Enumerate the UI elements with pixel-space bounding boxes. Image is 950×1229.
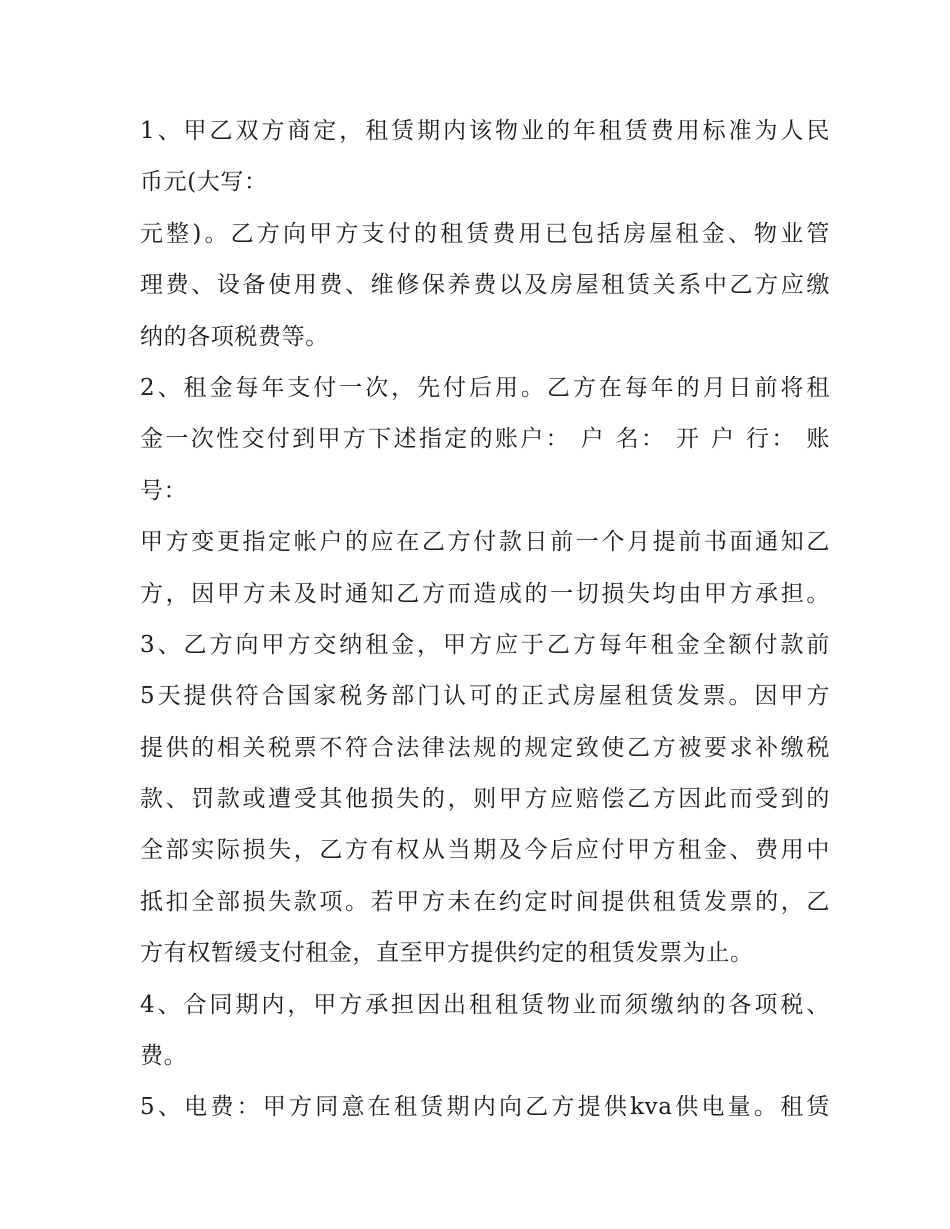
text-line: 元整)。乙方向甲方支付的租赁费用已包括房屋租金、物业管 — [140, 220, 830, 247]
text-line: 方，因甲方未及时通知乙方而造成的一切损失均由甲方承担。 — [140, 580, 830, 607]
text-line: 费。 — [140, 1043, 188, 1070]
text-line: 全部实际损失，乙方有权从当期及今后应付甲方租金、费用中 — [140, 837, 830, 864]
text-line: 纳的各项税费等。 — [140, 323, 329, 350]
text-line: 5、电费：甲方同意在租赁期内向乙方提供kva供电量。租赁 — [140, 1094, 830, 1121]
text-line: 3、乙方向甲方交纳租金，甲方应于乙方每年租金全额付款前 — [140, 631, 830, 658]
text-line: 5天提供符合国家税务部门认可的正式房屋租赁发票。因甲方 — [140, 683, 830, 710]
text-line: 4、合同期内，甲方承担因出租租赁物业而须缴纳的各项税、 — [140, 991, 830, 1018]
text-line: 号： — [140, 477, 188, 504]
text-line: 2、租金每年支付一次，先付后用。乙方在每年的月日前将租 — [140, 374, 830, 401]
text-line: 提供的相关税票不符合法律法规的规定致使乙方被要求补缴税 — [140, 734, 830, 761]
text-line: 金一次性交付到甲方下述指定的账户： 户 名： 开 户 行： 账 — [140, 426, 830, 453]
contract-body-text — [140, 106, 830, 1134]
text-line: 1、甲乙双方商定，租赁期内该物业的年租赁费用标准为人民 — [140, 118, 830, 144]
text-line: 币元(大写： — [140, 169, 268, 196]
text-line: 抵扣全部损失款项。若甲方未在约定时间提供租赁发票的，乙 — [140, 888, 830, 915]
text-line: 款、罚款或遭受其他损失的，则甲方应赔偿乙方因此而受到的 — [140, 786, 830, 813]
text-line: 方有权暂缓支付租金，直至甲方提供约定的租赁发票为止。 — [140, 940, 754, 967]
text-line: 甲方变更指定帐户的应在乙方付款日前一个月提前书面通知乙 — [140, 529, 830, 556]
text-line: 理费、设备使用费、维修保养费以及房屋租赁关系中乙方应缴 — [140, 272, 830, 299]
